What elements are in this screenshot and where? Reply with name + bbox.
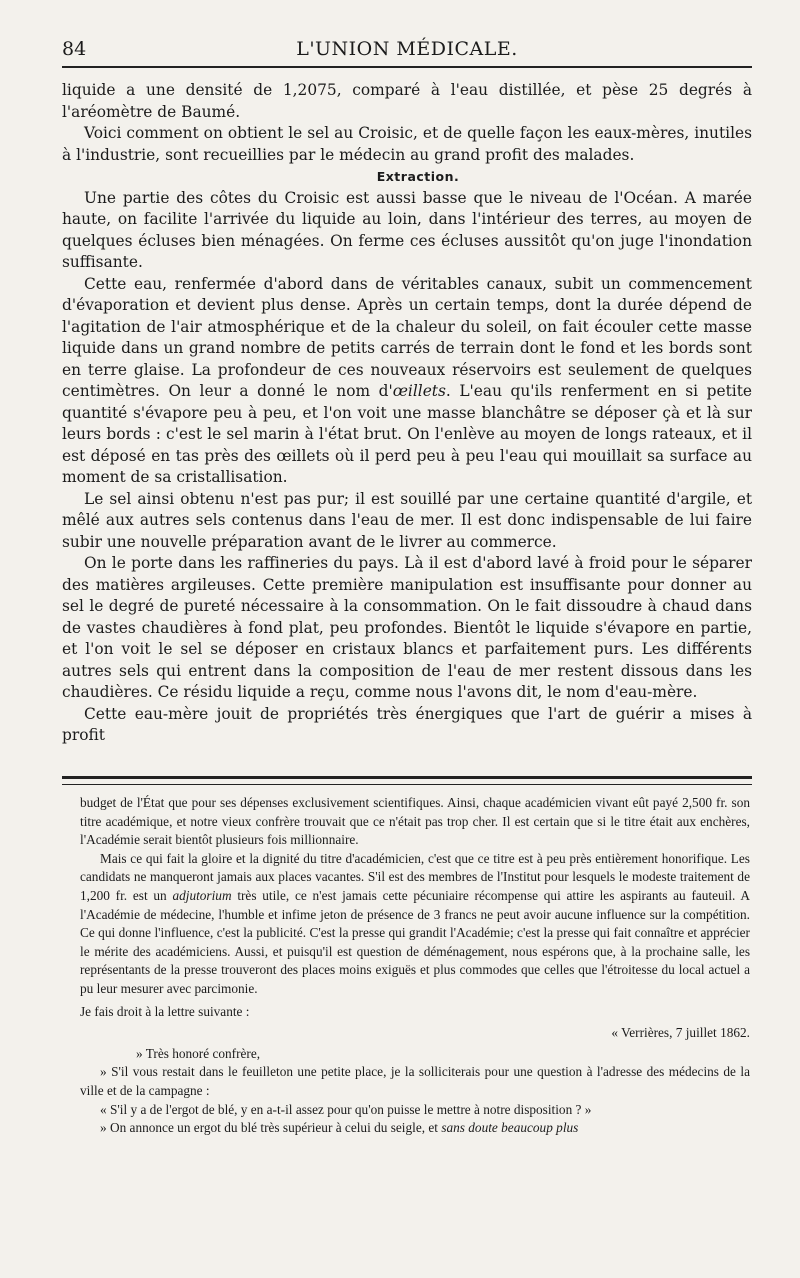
main-article [62,80,752,747]
paragraph [62,274,752,489]
text-run: très utile, ce n'est jamais cette pécuniaire récompense qui attire les aspirants au fauteuil. A l'Académie de médecine, l'humble et infime jeton de présence de 3 francs ne peut avoir aucune influence sur la compétition. Ce qui donne l'influence, c'est la publicité. C'est la presse qui grandit l'Académie; c'est la presse qui fait connaître et apprécier le mérite des académiciens. Aussi, et puisqu'il est question de déménagement, nous espérons que, à la prochaine salle, les représentants de la presse trouveront des places moins exiguës et plus commodes que celles que l'étroitesse du local actuel a pu leur mesurer avec parcimonie. [80,887,750,996]
letter-date: « Verrières, 7 juillet 1862. [611,1025,750,1041]
feuilleton-divider [62,776,752,785]
text-run: . L'eau qu'ils renferment en si petite quantité s'évapore peu à peu, et l'on voit une masse blanchâtre se déposer çà et là sur leurs bords : c'est le sel marin à l'état brut. On l'enlève au moyen de longs rateaux, et il est déposé en tas près des œillets où il perd peu à peu l'eau qui mouillait sa surface au moment de sa cristallisation. [62,382,753,486]
italic-term: œillets [392,382,446,400]
section-heading: Extraction. [376,169,460,184]
italic-term: adjutorium [172,887,232,903]
page-number: 84 [62,38,87,60]
running-title: L'UNION MÉDICALE. [296,38,518,60]
paragraph: » S'il vous restait dans le feuilleton une petite place, je la solliciterais pour une question à l'adresse des médecins de la ville et de la campagne : [80,1064,750,1098]
paragraph: Je fais droit à la lettre suivante : [80,1003,250,1019]
paragraph: budget de l'État que pour ses dépenses exclusivement scientifiques. Ainsi, chaque académicien vivant eût payé 2,500 fr. son titre académique, et notre vieux confrère trouvait que ce n'était pas trop cher. Il est certain que si le titre était aux enchères, l'Académie serait bientôt plusieurs fois millionnaire. [80,795,750,848]
paragraph [80,1119,750,1138]
paragraph: « S'il y a de l'ergot de blé, y en a-t-il assez pour qu'on puisse le mettre à notre disposition ? » [100,1101,592,1117]
paragraph: Voici comment on obtient le sel au Croisic, et de quelle façon les eaux-mères, inutiles à l'industrie, sont recueillies par le médecin au grand profit des malades. [62,124,752,164]
paragraph: Une partie des côtes du Croisic est aussi basse que le niveau de l'Océan. A marée haute, on facilite l'arrivée du liquide au loin, dans l'intérieur des terres, au moyen de quelques écluses bien ménagées. On ferme ces écluses aussitôt qu'on juge l'inondation suffisante. [62,188,752,271]
header-rule [62,66,752,68]
paragraph: Cette eau-mère jouit de propriétés très énergiques que l'art de guérir a mises à profit [62,704,752,744]
paragraph: Le sel ainsi obtenu n'est pas pur; il est souillé par une certaine quantité d'argile, et mêlé aux autres sels contenus dans l'eau de mer. Il est donc indispensable de lui faire subir une nouvelle préparation avant de le livrer au commerce. [62,489,752,551]
text-run: Cette eau, renfermée d'abord dans de véritables canaux, subit un commencement d'évaporation et devient plus dense. Après un certain temps, dont la durée dépend de l'agitation de l'air atmosphérique et de la chaleur du soleil, on fait écouler cette masse liquide dans un grand nombre de petits carrés de terrain dont le fond et les bords sont en terre glaise. La profondeur de ces nouveaux réservoirs est seulement de quelques centimètres. On leur a donné le nom d' [62,274,752,400]
paragraph: On le porte dans les raffineries du pays. Là il est d'abord lavé à froid pour le séparer des matières argileuses. Cette première manipulation est insuffisante pour donner au sel le degré de pureté nécessaire à la consommation. On le fait dissoudre à chaud dans de vastes chaudières à fond plat, peu profondes. Bientôt le liquide s'évapore en partie, et l'on voit le sel se déposer en cristaux blancs et parfaitement purs. Les différents autres sels qui entrent dans la composition de l'eau de mer restent dissous dans les chaudières. Ce résidu liquide a reçu, comme nous l'avons dit, le nom d'eau-mère. [62,554,752,701]
italic-term: sans doute beaucoup plus [441,1120,579,1136]
text-run: » On annonce un ergot du blé très supérieur à celui du seigle, et [100,1120,442,1136]
letter-salutation: » Très honoré confrère, [136,1045,261,1061]
feuilleton-column [80,794,750,1138]
paragraph [80,850,750,999]
text-run: Mais ce qui fait la gloire et la dignité du titre d'académicien, c'est que ce titre est à peu près entièrement honorifique. Les candidats ne manqueront jamais aux places vacantes. S'il est des membres de l'Institut pour lesquels le modeste traitement de 1,200 fr. est un [80,850,750,903]
paragraph: liquide a une densité de 1,2075, comparé à l'eau distillée, et pèse 25 degrés à l'aréomètre de Baumé. [62,81,752,121]
